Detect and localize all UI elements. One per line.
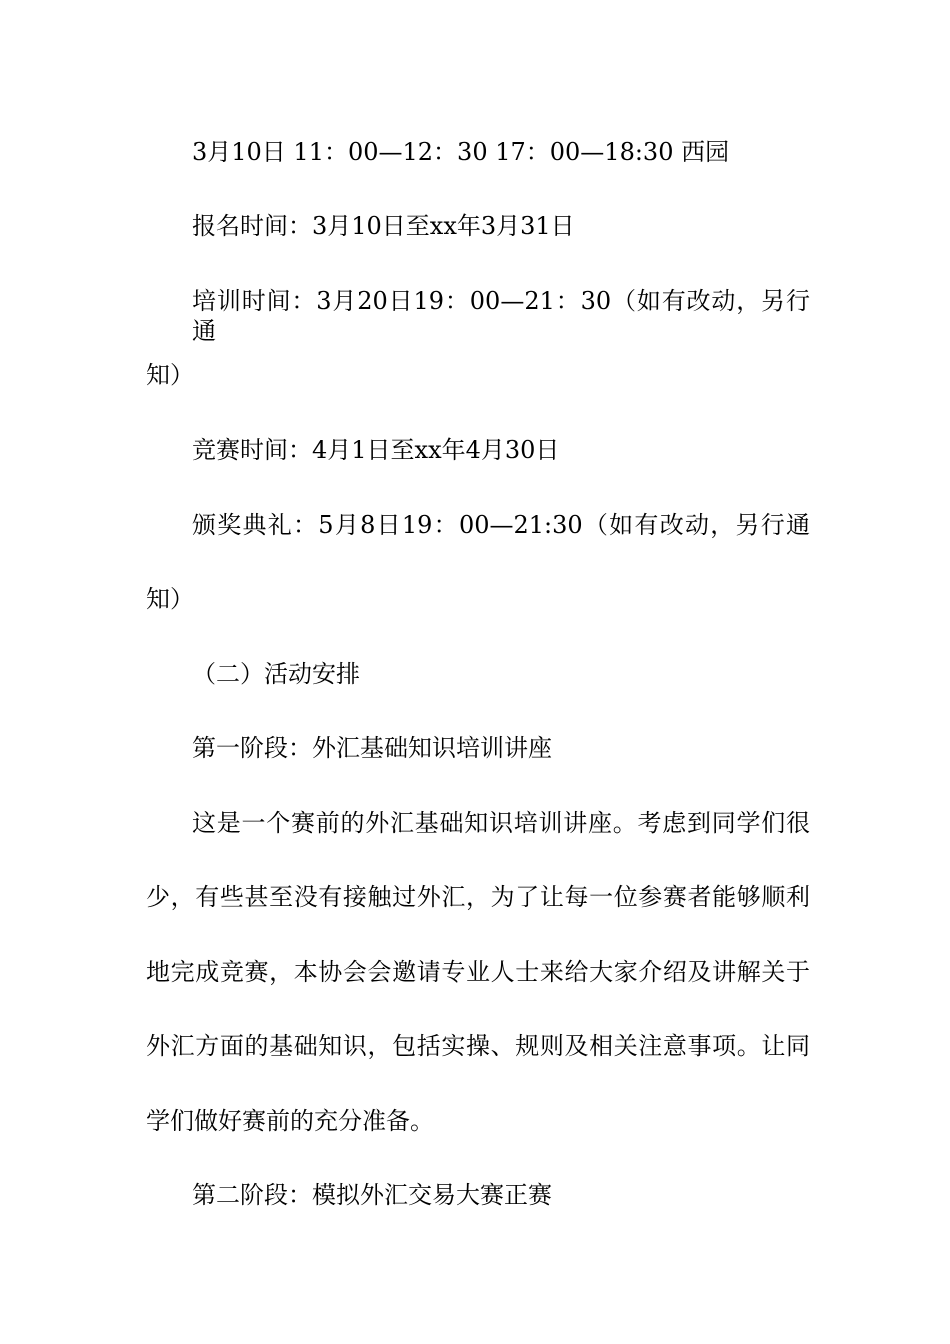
paragraph-line: 地完成竞赛，本协会会邀请专业人士来给大家介绍及讲解关于 bbox=[146, 958, 810, 986]
paragraph-line: 这是一个赛前的外汇基础知识培训讲座。考虑到同学们很 bbox=[192, 809, 810, 837]
paragraph-line: 学们做好赛前的充分准备。 bbox=[146, 1107, 434, 1135]
schedule-line-xiyuan: 3月10日 11：00—12：30 17：00—18:30 西园 bbox=[192, 138, 730, 166]
stage-two-heading: 第二阶段：模拟外汇交易大赛正赛 bbox=[192, 1181, 552, 1209]
training-time: 培训时间：3月20日19：00—21：30（如有改动，另行通 bbox=[192, 287, 810, 345]
section-heading-activity-arrangement: （二）活动安排 bbox=[192, 660, 360, 688]
stage-one-heading: 第一阶段：外汇基础知识培训讲座 bbox=[192, 734, 552, 762]
paragraph-line: 少，有些甚至没有接触过外汇，为了让每一位参赛者能够顺利 bbox=[146, 883, 810, 911]
training-time-continued: 知） bbox=[146, 361, 194, 389]
competition-time: 竞赛时间：4月1日至xx年4月30日 bbox=[192, 436, 560, 464]
award-ceremony-continued: 知） bbox=[146, 585, 194, 613]
paragraph-line: 外汇方面的基础知识，包括实操、规则及相关注意事项。让同 bbox=[146, 1032, 810, 1060]
award-ceremony: 颁奖典礼：5月8日19：00—21:30（如有改动，另行通 bbox=[192, 511, 810, 539]
registration-time: 报名时间：3月10日至xx年3月31日 bbox=[192, 212, 575, 240]
